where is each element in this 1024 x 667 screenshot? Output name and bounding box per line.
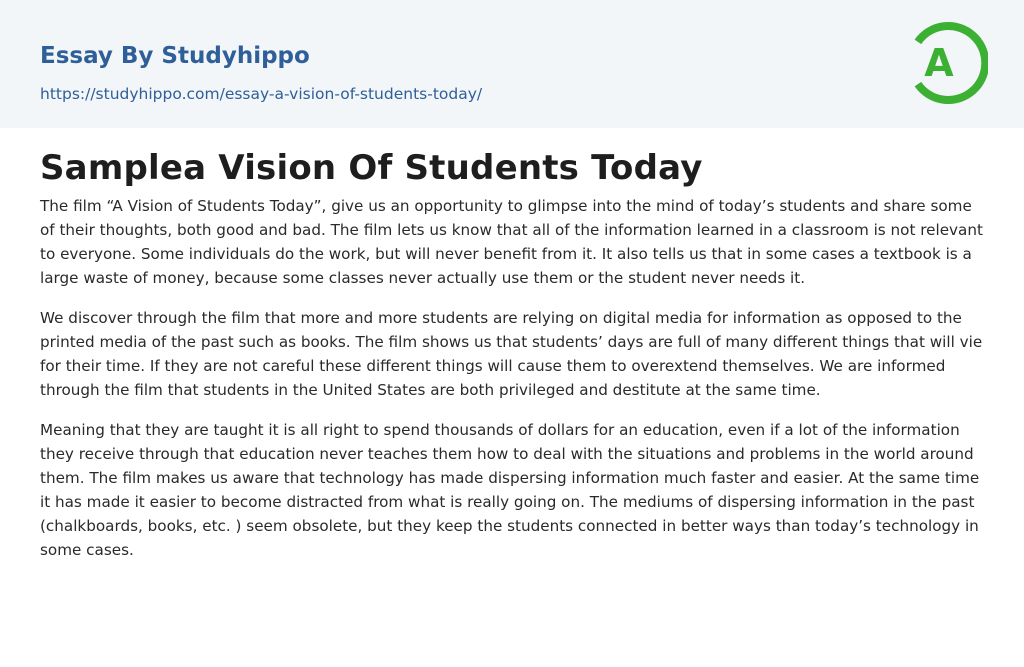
essay-paragraph: Meaning that they are taught it is all right to spend thousands of dollars for an education, even if a lot of the information they receive through that education never teaches them how to deal with the situations and problems in the world around them. The film makes us aware that technology has made dispersing information much faster and easier. At the same time it has made it easier to become distracted from what is really going on. The mediums of dispersing information in the past (chalkboards, books, etc. ) seem obsolete, but they keep the students connected in better ways than today’s technology in some cases. [40, 421, 980, 559]
brand-title[interactable]: Essay By Studyhippo [40, 43, 310, 69]
essay-paragraph: We discover through the film that more and more students are relying on digital media for information as opposed to the printed media of the past such as books. The film shows us that students’ days are full of many different things that will vie for their time. If they are not careful these different things will cause them to overextend themselves. We are informed through the film that students in the United States are both privileged and destitute at the same time. [40, 309, 983, 399]
site-header [0, 0, 1024, 128]
essay-body [40, 194, 988, 578]
essay-paragraph: The film “A Vision of Students Today”, give us an opportunity to glimpse into the mind of today’s students and share some of their thoughts, both good and bad. The film lets us know that all of the information learned in a classroom is not relevant to everyone. Some individuals do the work, but will never benefit from it. It also tells us that in some cases a textbook is a large waste of money, because some classes never actually use them or the student never needs it. [40, 197, 983, 287]
logo-letter: A [924, 41, 954, 85]
studyhippo-logo-icon[interactable] [908, 18, 988, 108]
page-title: Samplea Vision Of Students Today [40, 148, 703, 188]
essay-url-link[interactable]: https://studyhippo.com/essay-a-vision-of-students-today/ [40, 85, 483, 103]
